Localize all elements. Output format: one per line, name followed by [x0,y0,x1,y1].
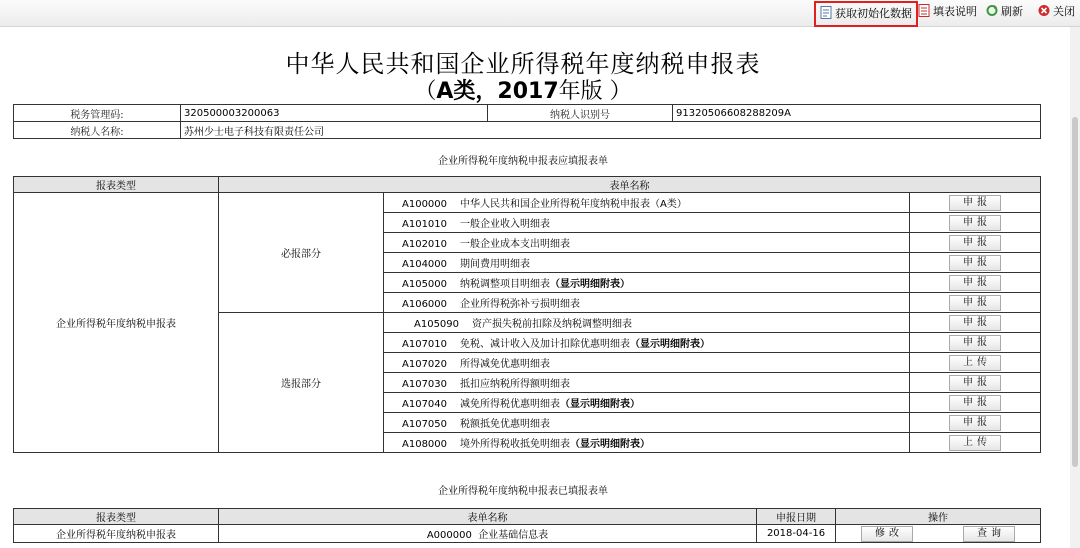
table-row [14,525,1041,543]
declare-button[interactable]: 申报 [949,415,1001,431]
completed-forms-table [13,508,1041,543]
form-code: A108000 [402,439,448,450]
taxpayer-id-value: 91320506608288209A [673,105,1041,122]
group-required: 必报部分 [219,193,384,313]
form-code: A104000 [402,259,448,270]
form-code: A107010 [402,339,448,350]
form-name: 抵扣应纳税所得额明细表 [460,379,570,390]
form-row-a107010 [384,333,910,353]
form-code: A107020 [402,359,448,370]
form-row-a107040 [384,393,910,413]
col-report-type: 报表类型 [14,509,219,525]
form-row-a106000 [384,293,910,313]
show-detail-link[interactable]: （显示明细附表） [560,399,640,410]
form-name: 一般企业成本支出明细表 [460,239,570,250]
form-row-a107020 [384,353,910,373]
form-row-a100000 [384,193,910,213]
form-code: A107040 [402,399,448,410]
completed-forms-title: 企业所得税年度纳税申报表已填报表单 [438,486,608,497]
declare-button[interactable]: 申报 [949,195,1001,211]
subtitle-edition: A类，2017 [436,79,559,104]
query-button[interactable]: 查询 [963,526,1015,542]
form-code: A100000 [402,199,448,210]
declare-button[interactable]: 申报 [949,375,1001,391]
declare-button[interactable]: 申报 [949,275,1001,291]
declare-button[interactable]: 申报 [949,295,1001,311]
col-form-name: 表单名称 [219,177,1041,193]
modify-button[interactable]: 修改 [861,526,913,542]
page-subtitle [0,74,1046,105]
form-name: 中华人民共和国企业所得税年度纳税申报表（A类） [460,199,687,210]
show-detail-link[interactable]: （显示明细附表） [570,439,650,450]
taxpayer-info-table [13,104,1041,139]
get-init-data-button[interactable] [814,1,918,27]
form-name: 境外所得税收抵免明细表 [460,439,570,450]
group-optional: 选报部分 [219,313,384,453]
subtitle-close: 年版 ） [558,79,632,104]
form-code: A105000 [402,279,448,290]
form-row-a107050 [384,413,910,433]
form-row-a101010 [384,213,910,233]
form-code: A000000 [426,530,472,541]
required-forms-table [13,176,1041,453]
form-name: 期间费用明细表 [460,259,530,270]
form-code: A106000 [402,299,448,310]
form-name: 一般企业收入明细表 [460,219,550,230]
form-name: 税额抵免优惠明细表 [460,419,550,430]
taxpayer-name-label: 纳税人名称: [14,122,181,139]
form-row-a102010 [384,233,910,253]
close-icon [1038,4,1050,17]
form-name: 免税、减计收入及加计扣除优惠明细表 [460,339,630,350]
close-button[interactable] [1038,2,1075,22]
mgmt-code-label: 税务管理码: [14,105,181,122]
col-operation: 操作 [836,509,1041,525]
fill-guide-button[interactable] [918,2,977,22]
close-label: 关闭 [1053,5,1075,18]
col-form-name: 表单名称 [219,509,757,525]
declare-button[interactable]: 申报 [949,215,1001,231]
form-code: A107030 [402,379,448,390]
form-name: 资产损失税前扣除及纳税调整明细表 [472,319,632,330]
refresh-icon [986,4,998,17]
col-report-type: 报表类型 [14,177,219,193]
declare-button[interactable]: 申报 [949,235,1001,251]
form-row-a108000 [384,433,910,453]
page-title: 中华人民共和国企业所得税年度纳税申报表 [285,50,761,78]
form-code: A101010 [402,219,448,230]
form-name: 企业基础信息表 [478,530,549,541]
upload-button[interactable]: 上传 [949,355,1001,371]
form-name: 所得减免优惠明细表 [460,359,550,370]
show-detail-link[interactable]: （显示明细附表） [550,279,630,290]
show-detail-link[interactable]: （显示明细附表） [630,339,710,350]
scrollbar-thumb[interactable] [1072,117,1078,467]
report-type-cell: 企业所得税年度纳税申报表 [14,193,219,453]
form-row-a107030 [384,373,910,393]
get-init-data-label: 获取初始化数据 [835,7,912,20]
required-forms-title: 企业所得税年度纳税申报表应填报表单 [438,156,608,167]
refresh-label: 刷新 [1001,5,1023,18]
form-name: 企业所得税弥补亏损明细表 [460,299,580,310]
taxpayer-name-value: 苏州少士电子科技有限责任公司 [181,122,1041,139]
declare-button[interactable]: 申报 [949,315,1001,331]
completed-report-type: 企业所得税年度纳税申报表 [14,525,219,543]
declare-button[interactable]: 申报 [949,395,1001,411]
declare-button[interactable]: 申报 [949,335,1001,351]
form-code: A102010 [402,239,448,250]
taxpayer-id-label: 纳税人识别号 [488,105,673,122]
form-code: A105090 [414,319,460,330]
col-declare-date: 申报日期 [757,509,836,525]
toolbar [0,0,1080,27]
form-row-a105000 [384,273,910,293]
vertical-scrollbar[interactable] [1070,27,1080,548]
form-name: 减免所得税优惠明细表 [460,399,560,410]
upload-button[interactable]: 上传 [949,435,1001,451]
completed-date: 2018-04-16 [757,525,836,543]
form-code: A107050 [402,419,448,430]
subtitle-open: （ [414,79,437,104]
form-row-a104000 [384,253,910,273]
mgmt-code-value: 320500003200063 [181,105,488,122]
guide-document-icon [918,4,930,17]
completed-form [219,525,757,543]
fill-guide-label: 填表说明 [933,5,977,18]
form-name: 纳税调整项目明细表 [460,279,550,290]
refresh-button[interactable] [986,2,1023,22]
form-row-a105090 [384,313,910,333]
document-icon [820,6,832,19]
declare-button[interactable]: 申报 [949,255,1001,271]
